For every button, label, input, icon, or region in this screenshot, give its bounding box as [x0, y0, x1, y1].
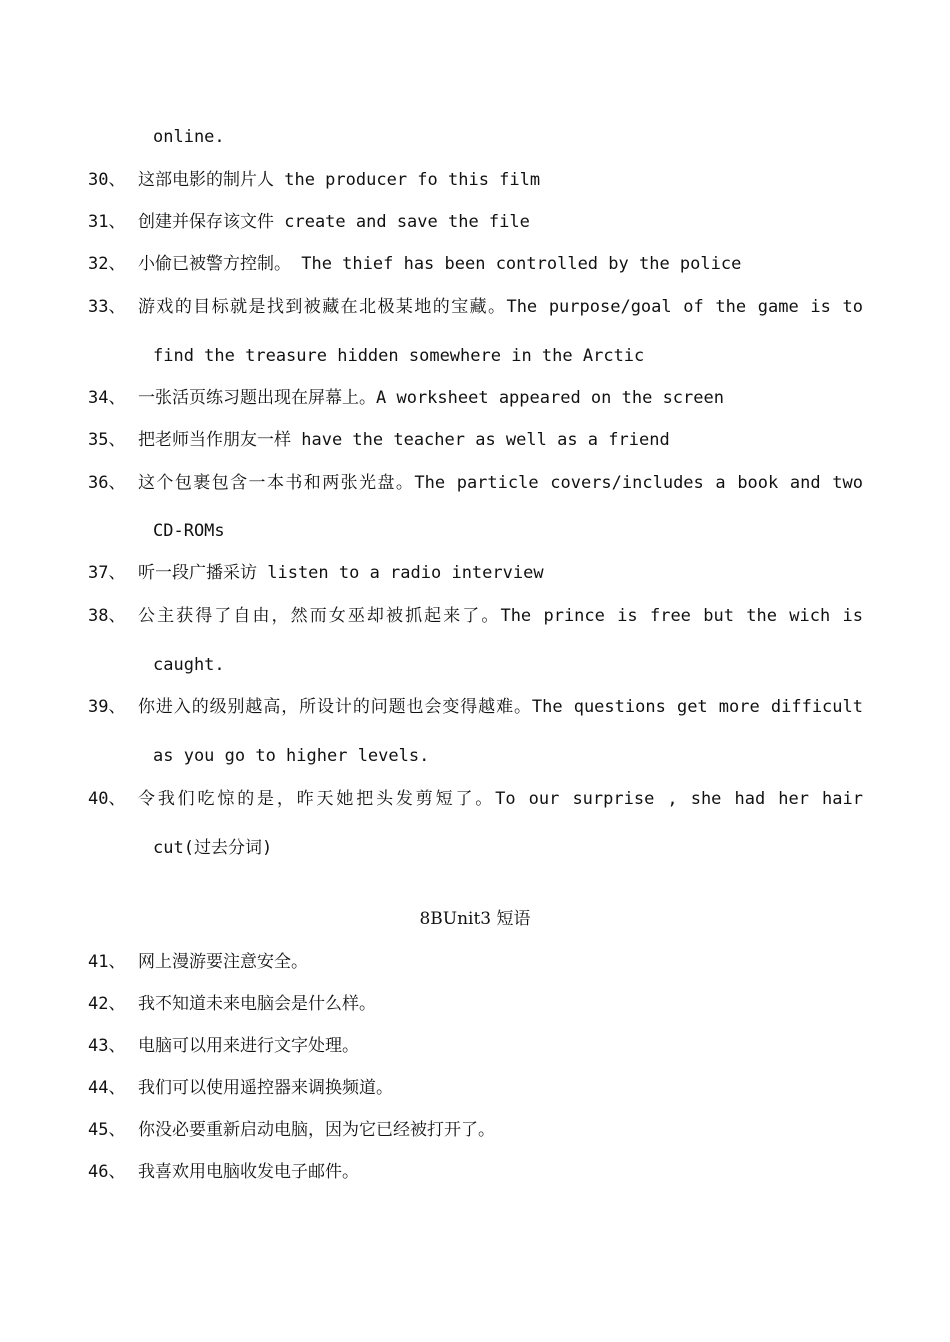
- item-continuation: find the treasure hidden somewhere in the Arctic: [153, 346, 645, 366]
- item-number: 34、: [88, 388, 126, 408]
- item-text: 令我们吃惊的是，昨天她把头发剪短了。To our surprise , she had her hair: [138, 789, 863, 809]
- item-number: 35、: [88, 430, 126, 450]
- item-number: 44、: [88, 1078, 126, 1098]
- item-continuation: caught.: [153, 655, 225, 675]
- item-number: 43、: [88, 1036, 126, 1056]
- item-number: 41、: [88, 952, 126, 972]
- item-number: 46、: [88, 1162, 126, 1182]
- item-text: 这个包裹包含一本书和两张光盘。The particle covers/includes a book and two: [138, 473, 863, 493]
- item-text: 一张活页练习题出现在屏幕上。A worksheet appeared on the screen: [138, 388, 724, 408]
- item-number: 31、: [88, 212, 126, 232]
- item-number: 36、: [88, 473, 126, 493]
- item-number: 37、: [88, 563, 126, 583]
- item-text: 创建并保存该文件 create and save the file: [138, 212, 530, 232]
- item-text: 这部电影的制片人 the producer fo this film: [138, 170, 541, 190]
- item-number: 38、: [88, 606, 126, 626]
- item-text: 听一段广播采访 listen to a radio interview: [138, 563, 544, 583]
- item-continuation: CD-ROMs: [153, 521, 225, 541]
- item-text: 网上漫游要注意安全。: [138, 952, 308, 972]
- item-text: 我不知道未来电脑会是什么样。: [138, 994, 376, 1014]
- item-number: 42、: [88, 994, 126, 1014]
- item-continuation: cut(过去分词): [153, 838, 273, 858]
- item-text: 电脑可以用来进行文字处理。: [138, 1036, 359, 1056]
- item-text: 小偷已被警方控制。 The thief has been controlled by the police: [138, 254, 742, 274]
- item-number: 32、: [88, 254, 126, 274]
- item-text: 你没必要重新启动电脑，因为它已经被打开了。: [138, 1120, 495, 1140]
- item-number: 30、: [88, 170, 126, 190]
- item-text: 我们可以使用遥控器来调换频道。: [138, 1078, 393, 1098]
- item-continuation: as you go to higher levels.: [153, 746, 430, 766]
- item-text: 我喜欢用电脑收发电子邮件。: [138, 1162, 359, 1182]
- section-heading: 8BUnit3 短语: [419, 909, 531, 929]
- item-number: 39、: [88, 697, 126, 717]
- item-text: 游戏的目标就是找到被藏在北极某地的宝藏。The purpose/goal of the game is to: [138, 297, 863, 317]
- item-text: 你进入的级别越高，所设计的问题也会变得越难。The questions get more difficult: [138, 697, 863, 717]
- item-number: 33、: [88, 297, 126, 317]
- continuation-line: online.: [153, 127, 225, 147]
- item-number: 40、: [88, 789, 126, 809]
- item-text: 把老师当作朋友一样 have the teacher as well as a friend: [138, 430, 670, 450]
- item-text: 公主获得了自由，然而女巫却被抓起来了。The prince is free but the wich is: [138, 606, 863, 626]
- item-number: 45、: [88, 1120, 126, 1140]
